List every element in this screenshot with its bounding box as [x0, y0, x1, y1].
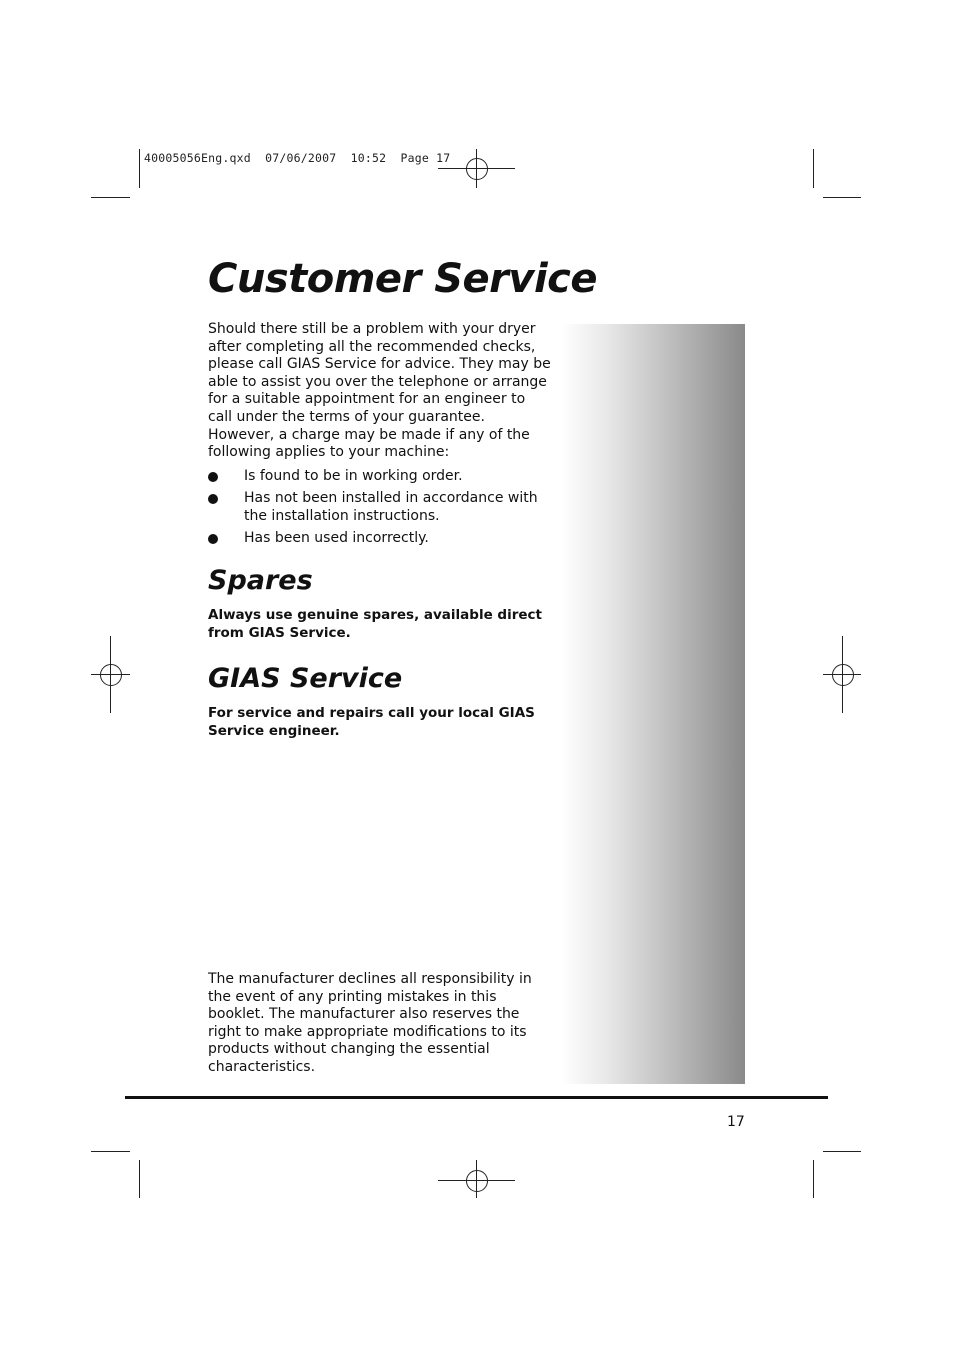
crop-mark — [139, 1160, 140, 1198]
gradient-panel — [561, 324, 745, 1084]
crop-mark — [823, 1151, 861, 1152]
crop-mark — [139, 149, 140, 188]
print-slug: 40005056Eng.qxd 07/06/2007 10:52 Page 17 — [144, 151, 451, 165]
list-item: Is found to be in working order. — [208, 468, 553, 485]
bullet-icon — [208, 494, 218, 504]
list-item: Has not been installed in accordance with the installation instructions. — [208, 490, 553, 525]
spares-text: Always use genuine spares, available direct from GIAS Service. — [208, 607, 542, 641]
crop-mark — [813, 1160, 814, 1198]
disclaimer-paragraph: The manufacturer declines all responsibility in the event of any printing mistakes in this booklet. The manufacturer also reserves the right to make appropriate modifications to its products without changing the essential characteristics. — [208, 971, 532, 1075]
crop-mark — [91, 197, 130, 198]
gias-text: For service and repairs call your local GIAS Service engineer. — [208, 705, 535, 739]
page-title: Customer Service — [208, 256, 597, 302]
footer-rule — [125, 1096, 828, 1099]
spares-section — [208, 565, 553, 642]
charge-conditions-list — [208, 468, 553, 548]
gias-section — [208, 663, 553, 740]
spares-heading: Spares — [208, 565, 313, 596]
crop-mark — [823, 197, 861, 198]
crop-mark — [91, 1151, 130, 1152]
intro-paragraph: Should there still be a problem with your dryer after completing all the recommended checks, please call GIAS Service for advice. They may be able to assist you over the telephone or arrange for a suitable appointment for an engineer to call under the terms of your guarantee. However, a charge may be made if any of the following applies to your machine: — [208, 321, 551, 461]
gias-heading: GIAS Service — [208, 663, 403, 694]
page-number: 17 — [727, 1114, 745, 1130]
disclaimer-section — [208, 971, 553, 1077]
crop-mark — [813, 149, 814, 188]
bullet-icon — [208, 472, 218, 482]
intro-section — [208, 321, 553, 552]
list-item: Has been used incorrectly. — [208, 530, 553, 547]
bullet-icon — [208, 534, 218, 544]
